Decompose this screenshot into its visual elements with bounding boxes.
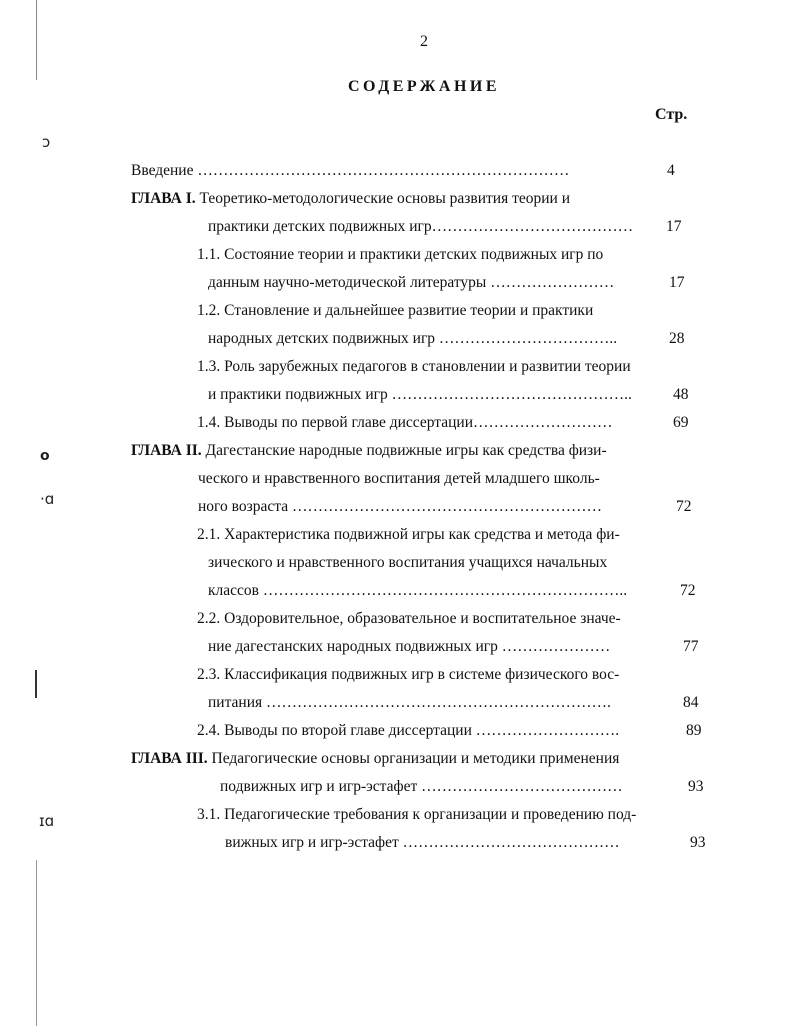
toc-section-2-3-cont: питания …………………………………………………………. [208,694,611,711]
toc-section-1-1: 1.1. Состояние теории и практики детских подвижных игр по [197,246,604,263]
punch-hole-mark: ·ɑ [40,490,55,508]
toc-chapter-3-cont: подвижных игр и игр-эстафет ………………………………… [220,778,623,795]
toc-page: 28 [669,330,685,347]
toc-section-2-2: 2.2. Оздоровительное, образовательное и воспитательное значе- [197,610,621,627]
toc-page: 17 [666,218,682,235]
toc-chapter-3: ГЛАВА III. Педагогические основы организации и методики применения [131,750,620,767]
toc-section-1-2-cont: народных детских подвижных игр …………………………….. [208,330,618,347]
toc-section-2-1-cont: зического и нравственного воспитания учащихся начальных [208,554,608,571]
toc-section-2-4: 2.4. Выводы по второй главе диссертации ………………………. [197,722,620,739]
toc-section-2-1-cont: классов …………………………………………………………….. [208,582,628,599]
toc-page: 77 [683,638,699,655]
toc-chapter-2-cont: ческого и нравственного воспитания детей младшего школь- [198,470,600,487]
toc-chapter-1: ГЛАВА I. Теоретико-методологические основы развития теории и [131,190,571,207]
scan-mark [35,670,37,698]
toc-section-2-3: 2.3. Классификация подвижных игр в системе физического вос- [197,666,620,683]
toc-section-2-1: 2.1. Характеристика подвижной игры как средства и метода фи- [197,526,620,543]
toc-section-1-1-cont: данным научно-методической литературы …………………… [208,274,615,291]
toc-entry-introduction: Введение ……………………………………………………………… [131,162,570,179]
punch-hole-mark: o [40,448,50,464]
toc-section-3-1: 3.1. Педагогические требования к организации и проведению под- [197,806,637,823]
toc-page: 72 [676,498,692,515]
toc-page: 93 [690,834,706,851]
page-number: 2 [420,33,428,50]
toc-chapter-1-cont: практики детских подвижных игр………………………………… [208,218,634,235]
toc-page: 4 [667,162,675,179]
toc-section-1-4: 1.4. Выводы по первой главе диссертации……………………… [197,414,613,431]
toc-section-3-1-cont: вижных игр и игр-эстафет …………………………………… [225,834,620,851]
toc-chapter-2: ГЛАВА II. Дагестанские народные подвижные игры как средства физи- [131,442,607,459]
toc-section-1-2: 1.2. Становление и дальнейшее развитие теории и практики [197,302,594,319]
toc-section-1-3: 1.3. Роль зарубежных педагогов в становлении и развитии теории [197,358,631,375]
toc-page: 89 [686,722,702,739]
binder-edge-line-lower [36,860,37,1026]
page-title: СОДЕРЖАНИЕ [347,78,501,95]
toc-page: 84 [683,694,699,711]
toc-page: 72 [680,582,696,599]
punch-hole-mark: ɪɑ [39,812,55,830]
toc-page: 48 [673,386,689,403]
toc-section-2-2-cont: ние дагестанских народных подвижных игр ………………… [208,638,611,655]
toc-page: 17 [669,274,685,291]
toc-section-1-3-cont: и практики подвижных игр ……………………………………….. [208,386,632,403]
punch-hole-mark: ↄ [42,133,51,151]
toc-page: 93 [688,778,704,795]
toc-page: 69 [673,414,689,431]
toc-chapter-2-cont: ного возраста …………………………………………………… [198,498,602,515]
page-column-header: Стр. [655,106,688,123]
